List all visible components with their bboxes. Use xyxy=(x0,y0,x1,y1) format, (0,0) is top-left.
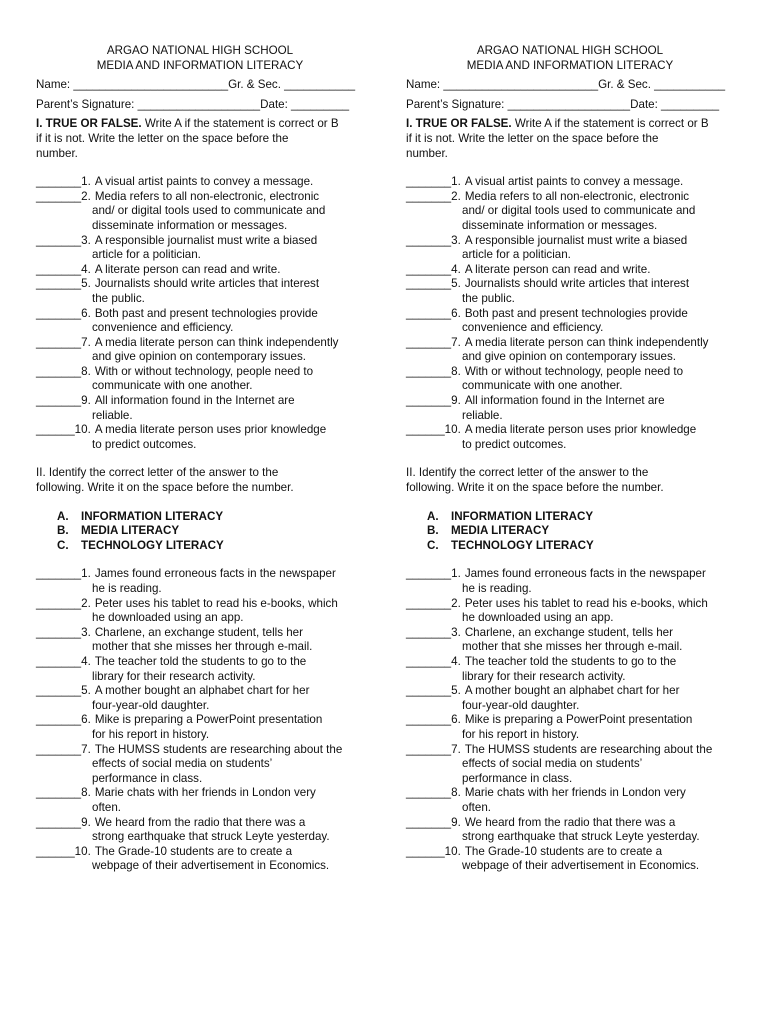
question-item xyxy=(36,743,376,787)
part1-instruction-text: Write A if the statement is correct or B xyxy=(141,117,339,131)
answer-blank: _______1. xyxy=(36,175,91,189)
option-letter: A. xyxy=(427,509,439,523)
question-text: he is reading. xyxy=(92,582,162,595)
question-text: for his report in history. xyxy=(462,727,580,741)
question-text: reliable. xyxy=(92,408,133,422)
question-item xyxy=(36,597,376,626)
question-text: effects of social media on students’ xyxy=(92,757,273,771)
part2-instructions xyxy=(36,466,376,495)
question-text: the public. xyxy=(462,291,515,305)
part2-instruction-text: II. Identify the correct letter of the answer to the xyxy=(406,466,649,480)
name-line: Name: ________________________Gr. & Sec. ___________ xyxy=(36,78,356,92)
question-text: Charlene, an exchange student, tells her xyxy=(464,625,673,639)
name-line: Name: ________________________Gr. & Sec. ___________ xyxy=(406,78,726,92)
question-item xyxy=(36,845,376,874)
part1-heading: I. TRUE OR FALSE. xyxy=(406,117,512,131)
question-text: Charlene, an exchange student, tells her xyxy=(94,625,303,639)
question-text: convenience and efficiency. xyxy=(92,321,234,335)
part2-instruction-text: following. Write it on the space before the number. xyxy=(36,481,294,495)
question-item xyxy=(406,190,746,234)
question-text: he downloaded using an app. xyxy=(92,611,244,625)
question-item xyxy=(406,277,746,306)
question-text: The HUMSS students are researching about the xyxy=(94,742,343,756)
question-text: The HUMSS students are researching about the xyxy=(464,742,713,756)
question-text: mother that she misses her through e-mail. xyxy=(462,640,683,654)
answer-blank: _______8. xyxy=(406,786,461,800)
question-text: strong earthquake that struck Leyte yesterday. xyxy=(462,830,700,844)
question-text: and give opinion on contemporary issues. xyxy=(92,350,306,364)
question-item xyxy=(406,423,746,452)
answer-blank: _______9. xyxy=(36,815,91,829)
question-text: library for their research activity. xyxy=(92,669,256,683)
question-item xyxy=(36,684,376,713)
question-text: All information found in the Internet are xyxy=(94,394,295,408)
question-text: often. xyxy=(92,800,122,814)
option-text: TECHNOLOGY LITERACY xyxy=(451,538,594,552)
answer-blank: _______1. xyxy=(406,175,461,189)
question-text: We heard from the radio that there was a xyxy=(464,815,676,829)
answer-blank: _______6. xyxy=(406,306,461,320)
question-text: With or without technology, people need to xyxy=(464,364,684,378)
question-text: to predict outcomes. xyxy=(462,437,567,451)
answer-blank: _______8. xyxy=(36,364,91,378)
question-text: A mother bought an alphabet chart for her xyxy=(464,684,680,698)
question-text: A literate person can read and write. xyxy=(464,262,651,276)
question-text: he is reading. xyxy=(462,582,532,595)
question-item xyxy=(406,816,746,845)
question-text: A media literate person can think independently xyxy=(464,335,709,349)
question-item xyxy=(36,263,376,278)
answer-option xyxy=(406,524,746,539)
question-item xyxy=(36,175,376,190)
question-text: Mike is preparing a PowerPoint presentation xyxy=(94,713,323,727)
answer-blank: _______7. xyxy=(36,742,91,756)
question-text: With or without technology, people need to xyxy=(94,364,314,378)
answer-blank: _______7. xyxy=(406,742,461,756)
question-text: to predict outcomes. xyxy=(92,437,197,451)
question-text: and/ or digital tools used to communicate and xyxy=(92,204,326,218)
question-item xyxy=(406,263,746,278)
question-item xyxy=(36,655,376,684)
question-text: The teacher told the students to go to the xyxy=(94,654,307,668)
question-text: communicate with one another. xyxy=(462,379,623,393)
question-text: strong earthquake that struck Leyte yesterday. xyxy=(92,830,330,844)
question-text: Both past and present technologies provide xyxy=(464,306,688,320)
question-text: The Grade-10 students are to create a xyxy=(94,844,293,858)
answer-blank: ______10. xyxy=(406,423,461,437)
question-text: A literate person can read and write. xyxy=(94,262,281,276)
answer-blank: _______4. xyxy=(406,654,461,668)
question-text: James found erroneous facts in the newspaper xyxy=(464,567,706,581)
question-text: A media literate person uses prior knowledge xyxy=(94,423,327,437)
answer-option xyxy=(406,539,746,554)
part1-instructions xyxy=(36,117,376,161)
option-letter: C. xyxy=(427,538,439,552)
question-item xyxy=(406,336,746,365)
question-item xyxy=(406,567,746,596)
part2-items xyxy=(36,567,376,873)
question-text: Media refers to all non-electronic, electronic xyxy=(94,189,320,203)
question-text: and give opinion on contemporary issues. xyxy=(462,350,676,364)
question-text: webpage of their advertisement in Economics. xyxy=(92,859,330,873)
question-text: disseminate information or messages. xyxy=(92,218,288,232)
header xyxy=(36,44,376,73)
question-item xyxy=(406,845,746,874)
question-text: and/ or digital tools used to communicate and xyxy=(462,204,696,218)
school-name: ARGAO NATIONAL HIGH SCHOOL xyxy=(476,44,664,57)
question-item xyxy=(36,365,376,394)
school-name: ARGAO NATIONAL HIGH SCHOOL xyxy=(106,44,294,57)
question-text: The teacher told the students to go to the xyxy=(464,654,677,668)
question-text: communicate with one another. xyxy=(92,379,253,393)
answer-blank: _______1. xyxy=(36,567,91,581)
question-item xyxy=(36,567,376,596)
answer-blank: _______6. xyxy=(36,713,91,727)
question-item xyxy=(406,713,746,742)
answer-blank: _______9. xyxy=(36,394,91,408)
answer-blank: _______4. xyxy=(36,654,91,668)
part1-instruction-text: Write A if the statement is correct or B xyxy=(511,117,709,131)
worksheet-right xyxy=(406,44,746,874)
part1-instructions xyxy=(406,117,746,161)
question-item xyxy=(36,190,376,234)
question-item xyxy=(36,394,376,423)
part1-heading: I. TRUE OR FALSE. xyxy=(36,117,142,131)
question-text: he downloaded using an app. xyxy=(462,611,614,625)
question-item xyxy=(406,234,746,263)
question-text: the public. xyxy=(92,291,145,305)
question-text: effects of social media on students’ xyxy=(462,757,643,771)
answer-blank: _______1. xyxy=(406,567,461,581)
question-text: Both past and present technologies provide xyxy=(94,306,318,320)
question-text: A responsible journalist must write a biased xyxy=(464,233,688,247)
question-text: four-year-old daughter. xyxy=(462,698,580,712)
answer-blank: _______2. xyxy=(406,596,461,610)
answer-blank: _______8. xyxy=(406,364,461,378)
question-text: four-year-old daughter. xyxy=(92,698,210,712)
question-text: mother that she misses her through e-mail. xyxy=(92,640,313,654)
option-letter: B. xyxy=(57,524,69,538)
question-item xyxy=(406,684,746,713)
part2-instruction-text: II. Identify the correct letter of the answer to the xyxy=(36,466,279,480)
answer-blank: _______9. xyxy=(406,394,461,408)
answer-blank: ______10. xyxy=(406,844,461,858)
answer-blank: _______8. xyxy=(36,786,91,800)
question-item xyxy=(406,626,746,655)
parent-signature-line: Parent’s Signature: ___________________Date: _________ xyxy=(36,97,350,111)
question-item xyxy=(406,743,746,787)
question-text: Journalists should write articles that interest xyxy=(464,277,690,291)
question-item xyxy=(36,713,376,742)
option-text: MEDIA LITERACY xyxy=(451,524,550,538)
question-text: A media literate person uses prior knowledge xyxy=(464,423,697,437)
part2-instruction-text: following. Write it on the space before the number. xyxy=(406,481,664,495)
question-text: performance in class. xyxy=(462,771,573,785)
answer-blank: _______4. xyxy=(36,262,91,276)
answer-blank: ______10. xyxy=(36,423,91,437)
question-text: article for a politician. xyxy=(92,248,201,262)
answer-blank: _______7. xyxy=(406,335,461,349)
part1-items xyxy=(406,175,746,452)
question-text: Mike is preparing a PowerPoint presentation xyxy=(464,713,693,727)
answer-blank: _______5. xyxy=(406,277,461,291)
question-text: Peter uses his tablet to read his e-books, which xyxy=(464,596,708,610)
question-text: A visual artist paints to convey a message. xyxy=(94,175,314,189)
subject-title: MEDIA AND INFORMATION LITERACY xyxy=(96,58,304,72)
answer-blank: _______3. xyxy=(36,625,91,639)
question-item xyxy=(36,626,376,655)
question-text: often. xyxy=(462,800,492,814)
question-text: library for their research activity. xyxy=(462,669,626,683)
answer-option xyxy=(36,510,376,525)
question-text: Marie chats with her friends in London very xyxy=(94,786,316,800)
question-text: for his report in history. xyxy=(92,727,210,741)
answer-blank: _______3. xyxy=(406,233,461,247)
answer-blank: _______6. xyxy=(406,713,461,727)
answer-blank: ______10. xyxy=(36,844,91,858)
question-item xyxy=(36,423,376,452)
question-item xyxy=(406,655,746,684)
part2-options xyxy=(36,510,376,554)
question-text: A visual artist paints to convey a message. xyxy=(464,175,684,189)
question-text: convenience and efficiency. xyxy=(462,321,604,335)
part1-instruction-text: number. xyxy=(36,146,78,160)
question-item xyxy=(36,234,376,263)
question-text: webpage of their advertisement in Economics. xyxy=(462,859,700,873)
answer-option xyxy=(406,510,746,525)
answer-blank: _______2. xyxy=(36,596,91,610)
answer-blank: _______3. xyxy=(406,625,461,639)
question-text: All information found in the Internet are xyxy=(464,394,665,408)
option-letter: A. xyxy=(57,509,69,523)
question-item xyxy=(406,365,746,394)
question-item xyxy=(406,307,746,336)
question-text: We heard from the radio that there was a xyxy=(94,815,306,829)
question-text: A mother bought an alphabet chart for her xyxy=(94,684,310,698)
answer-blank: _______7. xyxy=(36,335,91,349)
question-item xyxy=(36,336,376,365)
question-text: Peter uses his tablet to read his e-books, which xyxy=(94,596,338,610)
question-text: performance in class. xyxy=(92,771,203,785)
option-text: MEDIA LITERACY xyxy=(81,524,180,538)
question-item xyxy=(36,816,376,845)
question-text: James found erroneous facts in the newspaper xyxy=(94,567,336,581)
option-text: INFORMATION LITERACY xyxy=(451,509,594,523)
question-item xyxy=(36,277,376,306)
option-text: INFORMATION LITERACY xyxy=(81,509,224,523)
question-text: reliable. xyxy=(462,408,503,422)
question-text: article for a politician. xyxy=(462,248,571,262)
part1-instruction-text: if it is not. Write the letter on the space before the xyxy=(36,131,289,145)
subject-title: MEDIA AND INFORMATION LITERACY xyxy=(466,58,674,72)
answer-blank: _______5. xyxy=(406,684,461,698)
part1-instruction-text: if it is not. Write the letter on the space before the xyxy=(406,131,659,145)
part1-instruction-text: number. xyxy=(406,146,448,160)
answer-blank: _______6. xyxy=(36,306,91,320)
answer-blank: _______2. xyxy=(36,189,91,203)
answer-blank: _______2. xyxy=(406,189,461,203)
part2-options xyxy=(406,510,746,554)
option-letter: C. xyxy=(57,538,69,552)
option-letter: B. xyxy=(427,524,439,538)
question-text: A responsible journalist must write a biased xyxy=(94,233,318,247)
part2-instructions xyxy=(406,466,746,495)
question-text: Marie chats with her friends in London very xyxy=(464,786,686,800)
question-item xyxy=(36,786,376,815)
answer-blank: _______9. xyxy=(406,815,461,829)
answer-option xyxy=(36,524,376,539)
part1-items xyxy=(36,175,376,452)
question-text: disseminate information or messages. xyxy=(462,218,658,232)
question-text: Media refers to all non-electronic, electronic xyxy=(464,189,690,203)
question-item xyxy=(36,307,376,336)
part2-items xyxy=(406,567,746,873)
worksheet-left xyxy=(36,44,376,874)
option-text: TECHNOLOGY LITERACY xyxy=(81,538,224,552)
question-item xyxy=(406,597,746,626)
answer-blank: _______3. xyxy=(36,233,91,247)
parent-signature-line: Parent’s Signature: ___________________Date: _________ xyxy=(406,97,720,111)
question-text: A media literate person can think independently xyxy=(94,335,339,349)
answer-blank: _______4. xyxy=(406,262,461,276)
question-item xyxy=(406,394,746,423)
question-text: The Grade-10 students are to create a xyxy=(464,844,663,858)
answer-blank: _______5. xyxy=(36,684,91,698)
question-item xyxy=(406,786,746,815)
answer-option xyxy=(36,539,376,554)
answer-blank: _______5. xyxy=(36,277,91,291)
question-item xyxy=(406,175,746,190)
question-text: Journalists should write articles that interest xyxy=(94,277,320,291)
header xyxy=(406,44,746,73)
